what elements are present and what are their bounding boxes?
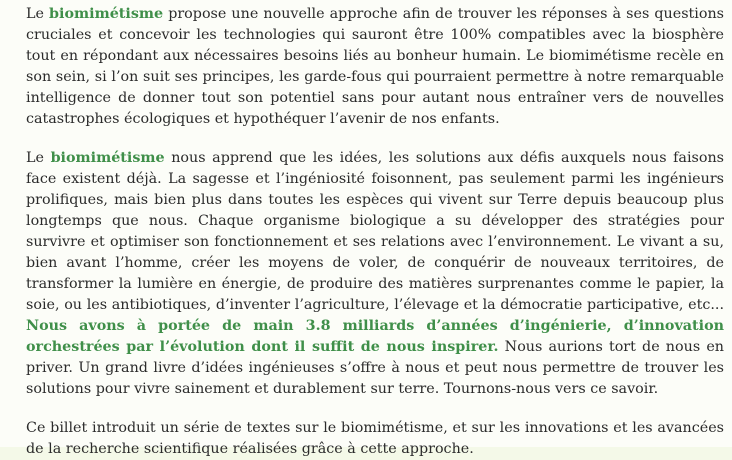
paragraph-conclusion <box>26 418 724 460</box>
highlight-keyword: biomimétisme <box>50 150 165 166</box>
text-segment: nous apprend que les idées, les solutions aux défis auxquels nous faisons face existent déjà. La sagesse et l’ingéniosité foisonnent, pas seulement parmi les ingénieurs prolifiques, mais bien plus dans toutes les espèces qui vivent sur Terre depuis beaucoup plus longtemps que nous. Chaque organisme biologique a su développer des stratégies pour survivre et optimiser son fonctionnement et ses relations avec l’environnement. Le vivant a su, bien avant l’homme, créer les moyens de voler, de conquérir de nouveaux territoires, de transformer la lumière en énergie, de produire des matières surprenantes comme le papier, la soie, ou les antibiotiques, d’inventer l’agriculture, l’élevage et la démocratie participative, etc... <box>26 150 725 313</box>
paragraph-intro <box>26 4 724 130</box>
text-segment: Ce billet introduit un série de textes sur le biomimétisme, et sur les innovations et les avancées de la recherche scientifique réalisées grâce à cette approche. <box>26 420 724 457</box>
text-segment: Le <box>26 6 50 22</box>
text-segment: Nous aurions tort de nous en priver. Un grand livre d’idées ingénieuses s’offre à nous et peut nous permettre de trouver les solutions pour vivre sainement et durablement sur terre. Tournons-nous vers ce savoir. <box>26 339 724 397</box>
highlight-keyword: biomimétisme <box>49 6 164 22</box>
paragraph-lessons <box>26 148 724 400</box>
highlight-statement: Nous avons à portée de main 3.8 milliards d’années d’ingénierie, d’innovation orchestrées par l’évolution dont il suffit de nous inspirer. <box>26 318 724 355</box>
text-segment: Le <box>26 150 51 166</box>
text-segment: propose une nouvelle approche afin de trouver les réponses à ses questions cruciales et concevoir les technologies qui sauront être 100% compatibles avec la biosphère tout en répondant aux nécessaires besoins liés au bonheur humain. Le biomimétisme recèle en son sein, si l’on suit ses principes, les garde-fous qui pourraient permettre à notre remarquable intelligence de donner tout son potentiel sans pour autant nous entraîner vers de nouvelles catastrophes écologiques et hypothéquer l’avenir de nos enfants. <box>26 6 725 127</box>
